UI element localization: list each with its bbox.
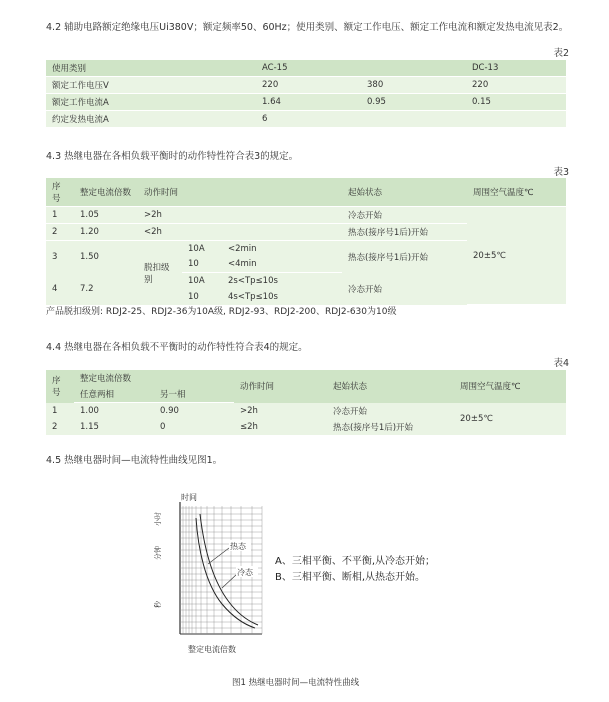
- table-cell: 6: [256, 111, 566, 128]
- header-cell: 动作时间: [234, 370, 327, 403]
- header-cell: 周围空气温度℃: [467, 178, 566, 207]
- table-cell: 7.2: [74, 273, 138, 305]
- table-header-row: [46, 370, 566, 386]
- table-row: [46, 77, 566, 94]
- table-cell: 0.15: [466, 94, 566, 111]
- table-row: [46, 207, 566, 224]
- table-cell: 2: [46, 224, 74, 241]
- table-cell: 额定工作电压V: [46, 77, 256, 94]
- table-cell: 0: [154, 419, 234, 435]
- table-cell: >2h: [138, 207, 342, 224]
- header-cell: 整定电流倍数: [74, 370, 234, 386]
- unit-hour-label: 小时: [154, 512, 162, 526]
- table-cell: 额定工作电流A: [46, 94, 256, 111]
- table-cell: 冷态开始: [342, 273, 467, 305]
- table-cell: 1: [46, 403, 74, 419]
- table-cell: 220: [256, 77, 361, 94]
- table-cell: 380: [361, 77, 466, 94]
- table-cell: 4: [46, 273, 74, 305]
- table-3-label: 表3: [553, 167, 569, 178]
- header-cell: 另一相: [154, 386, 234, 403]
- section-4-2-text: 4.2 辅助电路额定绝缘电压Ui380V；额定频率50、60Hz；使用类别、额定工作电压、额定工作电流和额定发热电流见表2。: [46, 22, 569, 33]
- table-cell: 1: [46, 207, 74, 224]
- table-row: [46, 111, 566, 128]
- table-cell: 10: [182, 257, 222, 273]
- table-cell: 1.05: [74, 207, 138, 224]
- legend-b: B、三相平衡、断相,从热态开始。: [275, 572, 426, 583]
- table-cell: >2h: [234, 403, 327, 419]
- table-2: [46, 60, 566, 127]
- table-cell: 0.95: [361, 94, 466, 111]
- header-cell: 序号: [46, 178, 74, 207]
- table-3: [46, 178, 566, 305]
- table-cell: 热态(接序号1后)开始: [342, 241, 467, 273]
- table-cell: 冷态开始: [327, 403, 454, 419]
- table-cell: 热态(接序号1后)开始: [342, 224, 467, 241]
- section-4-5-text: 4.5 热继电器时间—电流特性曲线见图1。: [46, 455, 223, 466]
- header-cell: 任意两相: [74, 386, 154, 403]
- table-cell: <2min: [222, 241, 342, 257]
- header-cell: 起始状态: [342, 178, 467, 207]
- table-4-label: 表4: [553, 358, 569, 369]
- table-cell: 约定发热电流A: [46, 111, 256, 128]
- table-cell: 220: [466, 77, 566, 94]
- table-cell: 10A: [182, 273, 222, 289]
- table-4: [46, 370, 566, 435]
- table-cell: 热态(接序号1后)开始: [327, 419, 454, 435]
- header-cell: 整定电流倍数: [74, 178, 138, 207]
- table-2-label: 表2: [553, 48, 569, 59]
- unit-second-label: 秒: [154, 601, 162, 608]
- table-cell: <4min: [222, 257, 342, 273]
- table-cell: 10A: [182, 241, 222, 257]
- table-cell: AC-15: [256, 60, 466, 77]
- table-cell: 4s<Tp≤10s: [222, 289, 342, 305]
- table-cell: 脱扣级别: [138, 241, 182, 305]
- table-cell: 冷态开始: [342, 207, 467, 224]
- table-cell: ≤2h: [234, 419, 327, 435]
- table-cell: 10: [182, 289, 222, 305]
- table-cell: 20±5℃: [454, 403, 566, 435]
- table-cell: 1.15: [74, 419, 154, 435]
- axis-top-label: 时间: [181, 493, 197, 502]
- legend-a: A、三相平衡、不平衡,从冷态开始；: [275, 556, 436, 567]
- table-cell: 使用类别: [46, 60, 256, 77]
- table-cell: 2: [46, 419, 74, 435]
- curve-cold-label: 冷态: [237, 568, 253, 577]
- time-current-curve-figure: [0, 488, 609, 688]
- table-cell: 20±5℃: [467, 207, 566, 305]
- section-4-4-text: 4.4 热继电器在各相负载不平衡时的动作特性符合表4的规定。: [46, 342, 308, 353]
- curve-hot-label: 热态: [230, 542, 246, 551]
- table-cell: 1.50: [74, 241, 138, 273]
- header-cell: 序号: [46, 370, 74, 403]
- table-row: [46, 403, 566, 419]
- unit-minute-label: 分钟: [154, 546, 162, 560]
- x-axis-label: 整定电流倍数: [188, 645, 236, 654]
- header-cell: 起始状态: [327, 370, 454, 403]
- figure-caption: 图1 热继电器时间—电流特性曲线: [232, 678, 360, 688]
- table-cell: 1.20: [74, 224, 138, 241]
- table-cell: 1.64: [256, 94, 361, 111]
- table-cell: 0.90: [154, 403, 234, 419]
- section-4-3-text: 4.3 热继电器在各相负载平衡时的动作特性符合表3的规定。: [46, 151, 299, 162]
- header-cell: 动作时间: [138, 178, 342, 207]
- table-row: [46, 60, 566, 77]
- table-row: [46, 94, 566, 111]
- table-cell: 1.00: [74, 403, 154, 419]
- table-cell: 2s<Tp≤10s: [222, 273, 342, 289]
- table-cell: DC-13: [466, 60, 566, 77]
- release-class-note: 产品脱扣级别: RDJ2-25、RDJ2-36为10A级, RDJ2-93、RDJ2-200、RDJ2-630为10级: [46, 307, 397, 317]
- table-cell: 3: [46, 241, 74, 273]
- table-header-row: [46, 178, 566, 207]
- table-cell: <2h: [138, 224, 342, 241]
- header-cell: 周围空气温度℃: [454, 370, 566, 403]
